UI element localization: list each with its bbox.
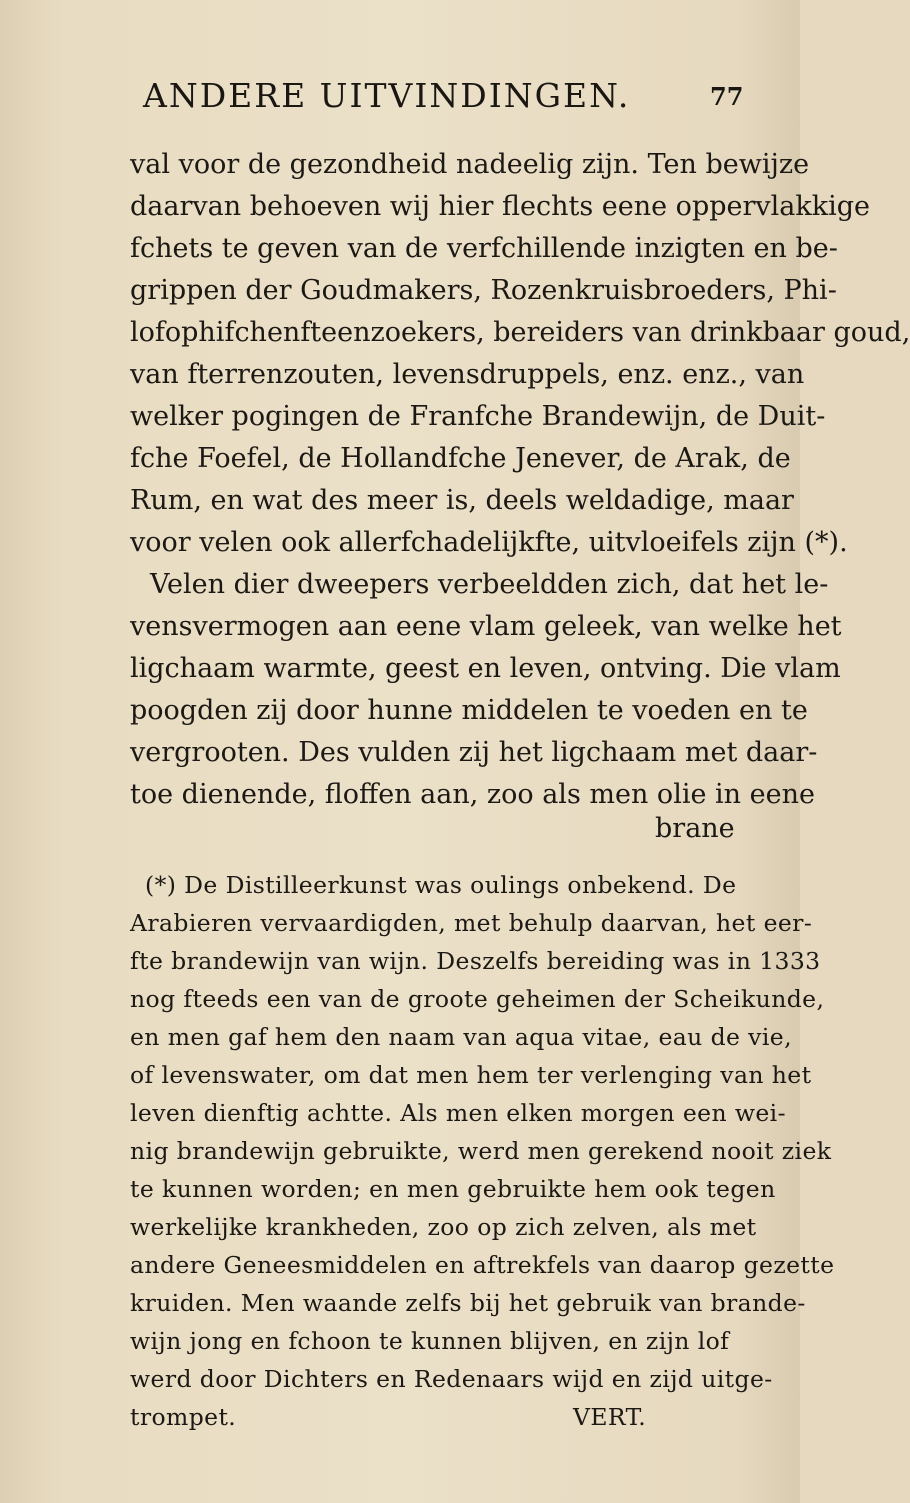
footnote-line-content: kruiden. Men waande zelfs bij het gebruik van brande- bbox=[130, 1289, 806, 1317]
text-line-content: lofophifchenfteenzoekers, bereiders van drinkbaar goud, bbox=[130, 317, 910, 348]
footnote-line-content: (*) De Distilleerkunst was oulings onbekend. De bbox=[145, 871, 737, 899]
page-header bbox=[0, 76, 800, 116]
text-line-content: fche Foefel, de Hollandfche Jenever, de Arak, de bbox=[130, 443, 791, 474]
footnote-line-content: nog fteeds een van de groote geheimen der Scheikunde, bbox=[130, 985, 825, 1013]
footnote-line-content: en men gaf hem den naam van aqua vitae, eau de vie, bbox=[130, 1023, 792, 1051]
footnote-line-content: werd door Dichters en Redenaars wijd en zijd uitge- bbox=[130, 1365, 773, 1393]
catchword: VERT. bbox=[573, 1403, 647, 1431]
text-line-content: welker pogingen de Franfche Brandewijn, de Duit- bbox=[130, 401, 826, 432]
text-line-content: Rum, en wat des meer is, deels weldadige, maar bbox=[130, 485, 794, 516]
text-line-content: vensvermogen aan eene vlam geleek, van welke het bbox=[130, 611, 842, 642]
page-number: 77 bbox=[710, 82, 744, 111]
text-line-content: brane bbox=[655, 813, 735, 844]
text-line-content: ligchaam warmte, geest en leven, ontving. Die vlam bbox=[130, 653, 841, 684]
footnote-line-content: andere Geneesmiddelen en aftrekfels van daarop gezette bbox=[130, 1251, 835, 1279]
footnote-line-content: wijn jong en fchoon te kunnen blijven, en zijn lof bbox=[130, 1327, 730, 1355]
running-title: ANDERE UITVINDINGEN. bbox=[143, 76, 631, 115]
text-line-content: toe dienende, floffen aan, zoo als men olie in eene bbox=[130, 779, 815, 810]
text-line-content: voor velen ook allerfchadelijkfte, uitvloeifels zijn (*). bbox=[130, 527, 848, 558]
text-line-content: fchets te geven van de verfchillende inzigten en be- bbox=[130, 233, 838, 264]
footnote-line-content: Arabieren vervaardigden, met behulp daarvan, het eer- bbox=[130, 909, 813, 937]
footnote-line-content: nig brandewijn gebruikte, werd men gerekend nooit ziek bbox=[130, 1137, 832, 1165]
text-line-content: grippen der Goudmakers, Rozenkruisbroeders, Phi- bbox=[130, 275, 837, 306]
footnote-line-content: leven dienftig achtte. Als men elken morgen een wei- bbox=[130, 1099, 786, 1127]
footnote-line-content: fte brandewijn van wijn. Deszelfs bereiding was in 1333 bbox=[130, 947, 821, 975]
footnote-line-content: werkelijke krankheden, zoo op zich zelven, als met bbox=[130, 1213, 757, 1241]
text-line-content: van fterrenzouten, levensdruppels, enz. enz., van bbox=[130, 359, 805, 390]
text-line-content: poogden zij door hunne middelen te voeden en te bbox=[130, 695, 808, 726]
footnote-line-content: trompet. bbox=[130, 1403, 237, 1431]
text-line-content: daarvan behoeven wij hier flechts eene oppervlakkige bbox=[130, 191, 870, 222]
footnote-line-content: te kunnen worden; en men gebruikte hem ook tegen bbox=[130, 1175, 776, 1203]
text-line-content: Velen dier dweepers verbeeldden zich, dat het le- bbox=[150, 569, 829, 600]
footnote-line-content: of levenswater, om dat men hem ter verlenging van het bbox=[130, 1061, 812, 1089]
text-line-content: val voor de gezondheid nadeelig zijn. Ten bewijze bbox=[130, 149, 810, 180]
text-line-content: vergrooten. Des vulden zij het ligchaam met daar- bbox=[130, 737, 818, 768]
